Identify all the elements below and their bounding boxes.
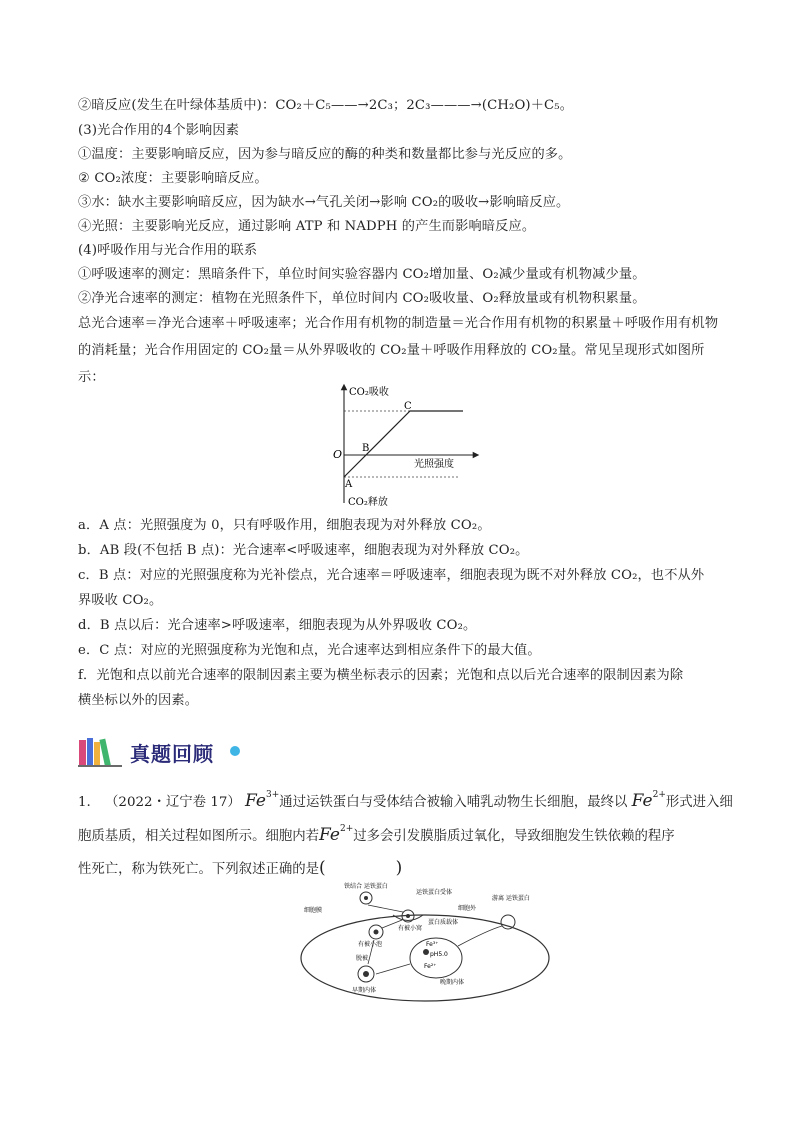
text-line-dark-reaction: ②暗反应(发生在叶绿体基质中)：CO₂＋C₅——→2C₃；2C₃———→(CH₂O)＋C₅。 (78, 98, 574, 113)
label-membrane: 细胞膜 (304, 907, 323, 914)
text-line-temperature: ①温度：主要影响暗反应，因为参与暗反应的酶的种类和数量都比参与光反应的多。 (78, 147, 572, 162)
text-line-co2: ② CO₂浓度：主要影响暗反应。 (78, 171, 268, 186)
books-icon (78, 736, 124, 768)
section-title: 真题回顾 (130, 742, 214, 766)
free-transferrin (501, 915, 515, 929)
x-axis-label: 光照强度 (414, 459, 454, 470)
arrow-recycle (458, 926, 502, 946)
question-line-2 (78, 824, 675, 845)
point-b-label: B (362, 443, 370, 454)
fe2-charge: 2+ (652, 790, 666, 800)
answer-bracket-open: ( (319, 858, 326, 878)
point-a-label: A (345, 479, 353, 490)
label-complex: 铁结合 运铁蛋白 (344, 883, 388, 890)
pit-iron-dot (406, 914, 410, 918)
text-line-net-rate: ②净光合速率的测定：植物在光照条件下，单位时间内 CO₂吸收量、O₂释放量或有机物积累量。 (78, 291, 646, 306)
fe2-charge-second: 2+ (339, 824, 354, 834)
fe3-symbol: Fe (245, 791, 266, 811)
label-uncoat: 脱被 (356, 955, 369, 962)
note-c-continued: 界吸收 CO₂。 (78, 593, 163, 608)
section-banner (78, 732, 298, 772)
fe3-charge: 3+ (265, 790, 280, 800)
label-vesicle: 有被小泡 (358, 941, 383, 948)
question-part4: 过多会引发膜脂质过氧化，导致细胞发生铁依赖的程序 (353, 829, 675, 844)
note-f-continued: 横坐标以外的因素。 (78, 693, 199, 708)
question-line-1 (78, 790, 733, 811)
label-pit: 有被小窝 (398, 925, 423, 932)
fe2-symbol: Fe (631, 791, 653, 811)
note-d: d．B 点以后：光合速率>呼吸速率，细胞表现为从外界吸收 CO₂。 (78, 618, 477, 633)
text-line-water: ③水：缺水主要影响暗反应，因为缺水→气孔关闭→影响 CO₂的吸收→影响暗反应。 (78, 195, 570, 210)
point-c-label: C (404, 401, 412, 412)
paragraph-total-rate: 总光合速率＝净光合速率＋呼吸速率；光合作用有机物的制造量＝光合作用有机物的积累量＋呼吸作用有机物的消耗量；光合作用固定的 CO₂量＝从外界吸收的 CO₂量＋呼吸作用释放的 CO₂量。常见呈现形式如图所示： (78, 316, 719, 385)
fe2-symbol-second: Fe (319, 825, 340, 845)
vesicle-iron-dot (374, 930, 379, 935)
late-iron-dot (423, 949, 429, 955)
answer-bracket-close: ) (395, 858, 403, 878)
label-receptor: 运铁蛋白受体 (416, 889, 453, 896)
question-line-3 (78, 858, 402, 878)
label-free-tf: 游离 运铁蛋白 (492, 895, 530, 902)
endosome-iron-dot (363, 971, 369, 977)
iron-transport-diagram (298, 880, 552, 1002)
label-late: 晚期内体 (440, 979, 465, 986)
text-line-light: ④光照：主要影响光反应，通过影响 ATP 和 NADPH 的产生而影响暗反应。 (78, 219, 536, 234)
photosynthesis-graph (330, 383, 480, 511)
arrow-to-late (376, 964, 410, 974)
y-bottom-label: CO₂释放 (348, 497, 388, 508)
text-line-heading-factors: (3)光合作用的4个影响因素 (78, 123, 240, 138)
label-fe2: Fe²⁺ (424, 963, 437, 970)
note-f: f．光饱和点以前光合速率的限制因素主要为横坐标表示的因素；光饱和点以后光合速率的限制因素为除 (78, 668, 684, 683)
label-membrane-protein: 蛋白质载体 (428, 919, 459, 926)
note-c: c．B 点：对应的光照强度称为光补偿点，光合速率＝呼吸速率，细胞表现为既不对外释放 CO₂，也不从外 (78, 568, 705, 583)
iron-dot (364, 896, 368, 900)
text-line-heading-relation: (4)呼吸作用与光合作用的联系 (78, 243, 258, 258)
question-part3: 胞质基质，相关过程如图所示。细胞内若 (78, 829, 320, 844)
label-early: 早期内体 (352, 987, 377, 994)
note-e: e．C 点：对应的光照强度称为光饱和点，光合速率达到相应条件下的最大值。 (78, 643, 541, 658)
question-part5: 性死亡，称为铁死亡。下列叙述正确的是 (78, 862, 320, 877)
question-part2: 形式进入细 (665, 795, 733, 810)
question-source: （2022・辽宁卷 17） (105, 795, 241, 810)
title-dot-icon (230, 746, 240, 756)
question-part1: 通过运铁蛋白与受体结合被输入哺乳动物生长细胞，最终以 (279, 795, 628, 810)
y-top-label: CO₂吸收 (349, 387, 389, 398)
label-exo: 细胞外 (458, 905, 477, 912)
arrow-bind (368, 905, 403, 912)
text-line-respiration-rate: ①呼吸速率的测定：黑暗条件下，单位时间实验容器内 CO₂增加量、O₂减少量或有机物减少量。 (78, 267, 646, 282)
note-b: b．AB 段(不包括 B 点)：光合速率<呼吸速率，细胞表现为对外释放 CO₂。 (78, 543, 529, 558)
label-ph: pH5.0 (430, 951, 448, 958)
note-a: a．A 点：光照强度为 0，只有呼吸作用，细胞表现为对外释放 CO₂。 (78, 518, 491, 533)
origin-label: O (333, 448, 343, 461)
question-number: 1. (78, 795, 91, 810)
label-fe3: Fe³⁺ (426, 941, 439, 948)
